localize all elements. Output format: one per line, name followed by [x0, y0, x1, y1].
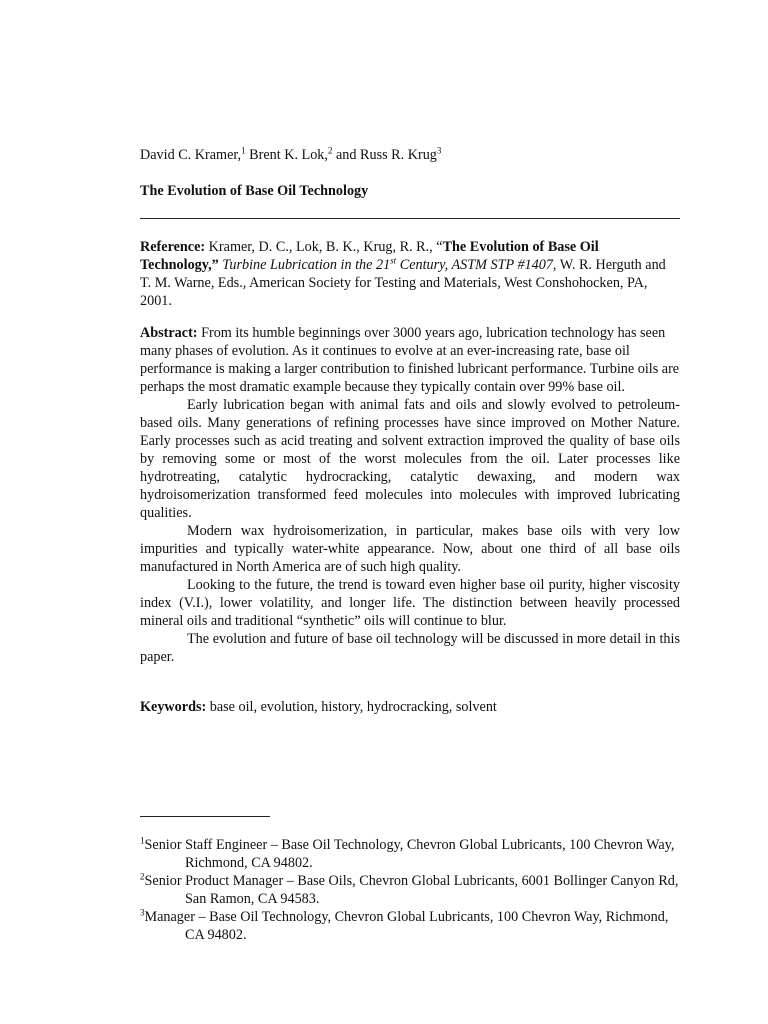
author-kramer-affiliation-mark: 1	[241, 145, 246, 156]
title-divider	[140, 218, 680, 219]
author-line	[140, 146, 680, 164]
abstract-label: Abstract:	[140, 325, 198, 341]
footnote-2-text: Senior Product Manager – Base Oils, Chevron Global Lubricants, 6001 Bollinger Canyon Rd, San Ramon, CA 94583.	[144, 873, 679, 907]
paper-page	[140, 0, 680, 1024]
abstract-paragraph-1-text: From its humble beginnings over 3000 years ago, lubrication technology has seen many phases of evolution. As it continues to evolve at an ever-increasing rate, base oil performance is making a larger contribution to finished lubricant performance. Turbine oils are perhaps the most dramatic example because they typically contain over 99% base oil.	[140, 325, 680, 395]
reference-block	[140, 238, 680, 310]
keywords-label: Keywords:	[140, 699, 207, 715]
abstract-paragraph-1	[140, 324, 680, 396]
reference-venue-superscript: st	[390, 255, 397, 266]
reference-venue-end: Century, ASTM STP #1407	[396, 257, 553, 273]
footnote-2-mark: 2	[140, 871, 145, 882]
footnotes-section	[140, 836, 680, 944]
footnote-1-text: Senior Staff Engineer – Base Oil Technology, Chevron Global Lubricants, 100 Chevron Way, Richmond, CA 94802.	[144, 837, 675, 871]
reference-venue-start: Turbine Lubrication in the 21	[218, 257, 391, 273]
reference-label: Reference:	[140, 239, 206, 255]
reference-authors: Kramer, D. C., Lok, B. K., Krug, R. R., “	[205, 239, 443, 255]
abstract-paragraph-3: Modern wax hydroisomerization, in particular, makes base oils with very low impurities and typically water-white appearance. Now, about one third of all base oils manufactured in North America are of such high quality.	[140, 523, 680, 575]
author-krug: and Russ R. Krug	[332, 147, 437, 163]
paper-title: The Evolution of Base Oil Technology	[140, 183, 369, 199]
footnote-2	[140, 872, 680, 908]
footnote-1	[140, 836, 680, 872]
abstract-paragraph-2: Early lubrication began with animal fats and oils and slowly evolved to petroleum-based oils. Many generations of refining processes have since improved on Mother Nature. Early processes such as acid treating and solvent extraction improved the quality of base oils by removing some or most of the worst molecules from the oil. Later processes like hydrotreating, catalytic hydrocracking, catalytic dewaxing, and modern wax hydroisomerization transformed feed molecules into molecules with improved lubricating qualities.	[140, 397, 680, 521]
reference-venue	[219, 257, 553, 273]
author-lok: Brent K. Lok,	[245, 147, 328, 163]
keywords-text: base oil, evolution, history, hydrocracking, solvent	[206, 699, 497, 715]
author-krug-affiliation-mark: 3	[436, 145, 442, 156]
footnote-1-mark: 1	[140, 835, 145, 846]
abstract-paragraph-4: Looking to the future, the trend is toward even higher base oil purity, higher viscosity index (V.I.), lower volatility, and longer life. The distinction between heavily processed mineral oils and traditional “synthetic” oils will continue to blur.	[140, 577, 680, 629]
abstract-section	[140, 324, 680, 666]
author-lok-affiliation-mark: 2	[327, 145, 333, 156]
footnote-divider	[140, 816, 270, 817]
footnote-3-text: Manager – Base Oil Technology, Chevron Global Lubricants, 100 Chevron Way, Richmond, CA 94802.	[144, 909, 669, 943]
reference-paper-title: The Evolution of Base Oil Technology,”	[140, 239, 599, 273]
footnote-3	[140, 908, 680, 944]
author-kramer: David C. Kramer,	[140, 147, 242, 163]
footnote-3-mark: 3	[140, 907, 145, 918]
reference-publication-details: , W. R. Herguth and T. M. Warne, Eds., American Society for Testing and Materials, West Conshohocken, PA, 2001.	[140, 257, 666, 309]
keywords-line	[140, 698, 680, 716]
abstract-paragraph-5: The evolution and future of base oil technology will be discussed in more detail in this paper.	[140, 631, 680, 665]
